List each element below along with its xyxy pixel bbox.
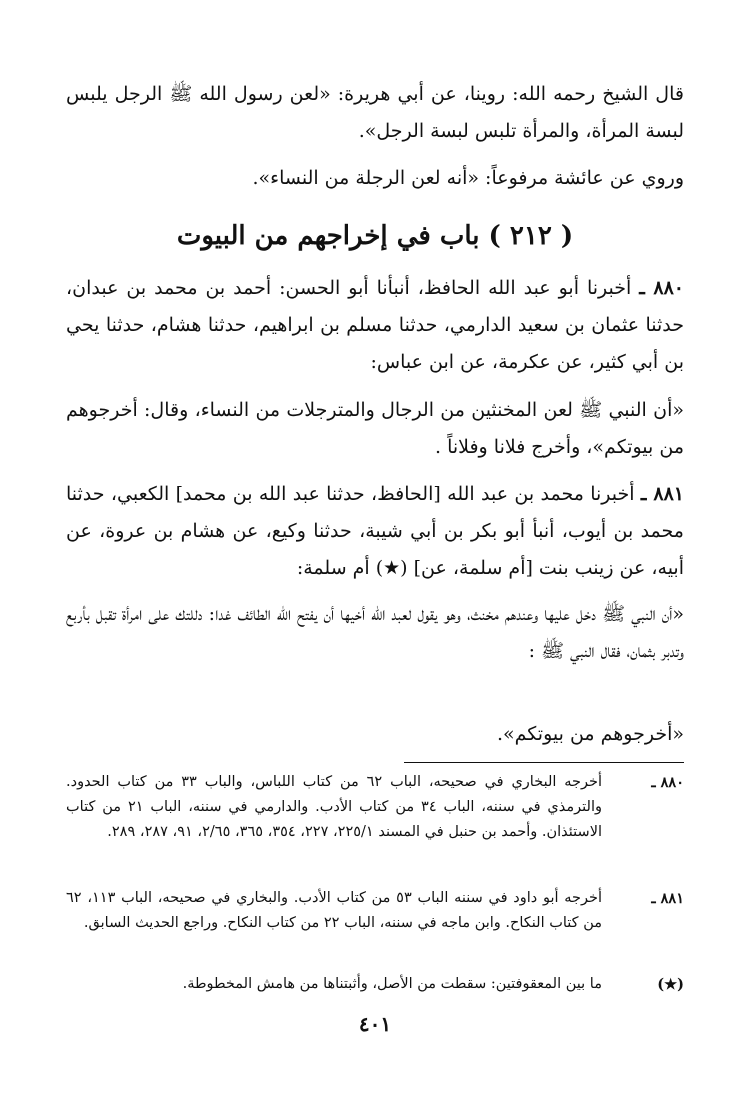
hadith-881-matn-end (66, 716, 684, 753)
footnote-881 (66, 886, 684, 936)
hadith-881-number: ٨٨١ ـ (640, 483, 684, 505)
aisha-text: وروي عن عائشة مرفوعاً: «أنه لعن الرجلة من النساء». (252, 167, 684, 189)
section-title: ( ٢١٢ ) باب في إخراجهم من البيوت (176, 221, 574, 251)
intro-text: قال الشيخ رحمه الله: روينا، عن أبي هريرة: «لعن رسول الله ﷺ الرجل يلبس لبسة المرأة، والمرأة تلبس لبسة الرجل». (66, 83, 684, 142)
footnote-star (66, 972, 684, 997)
hadith-881-matn-text: «أن النبي ﷺ دخل عليها وعندهم مخنث، وهو يقول لعبد الله أخيها أن يفتح الله الطائف غدا: دللتك على امرأة تقبل بأربع وتدبر بثمان، فقال النبي ﷺ : (66, 603, 684, 662)
hadith-880-number: ٨٨٠ ـ (639, 277, 685, 299)
footnote-880-text: أخرجه البخاري في صحيحه، الباب ٦٢ من كتاب اللباس، والباب ٣٣ من كتاب الحدود. والترمذي في سننه، الباب ٣٤ من كتاب الأدب. والدارمي في سننه، الباب ٢١ من كتاب الاستئذان. وأحمد بن حنبل في المسند ٢٢٥/١، ٢٢٧، ٣٥٤، ٣٦٥، ٢/٦٥، ٩١، ٢٨٧، ٢٨٩. (66, 774, 603, 840)
footnote-star-text: ما بين المعقوفتين: سقطت من الأصل، وأثبتناها من هامش المخطوطة. (182, 976, 602, 992)
intro-paragraph (66, 76, 684, 150)
hadith-880-matn (66, 392, 684, 466)
hadith-881-isnad-text: أخبرنا محمد بن عبد الله [الحافظ، حدثنا عبد الله بن محمد] الكعبي، حدثنا محمد بن أيوب، أنبأ أبو بكر بن أبي شيبة، حدثنا وكيع، عن هشام بن عروة، عن أبيه، عن زينب بنت [أم سلمة، عن] (★) أم سلمة: (66, 483, 684, 579)
footnote-880-number: ٨٨٠ ـ (651, 774, 684, 791)
hadith-880-isnad (66, 270, 684, 381)
hadith-881-matn (66, 596, 684, 670)
footnote-star-number: (★) (657, 976, 684, 993)
footnote-881-number: ٨٨١ ـ (651, 890, 684, 907)
page-number: ٤٠١ (358, 1012, 392, 1036)
hadith-880-isnad-text: أخبرنا أبو عبد الله الحافظ، أنبأنا أبو الحسن: أحمد بن محمد بن عبدان، حدثنا عثمان بن سعيد الدارمي، حدثنا مسلم بن ابراهيم، حدثنا هشام، حدثنا يحي بن أبي كثير، عن عكرمة، عن ابن عباس: (66, 277, 684, 373)
hadith-881-isnad (66, 476, 684, 587)
hadith-881-matn-end-text: «أخرجوهم من بيوتكم». (496, 723, 684, 745)
aisha-paragraph (66, 160, 684, 197)
footnote-divider (404, 762, 684, 763)
hadith-880-matn-text: «أن النبي ﷺ لعن المخنثين من الرجال والمترجلات من النساء، وقال: أخرجوهم من بيوتكم»، وأخرج فلانا وفلاناً . (66, 399, 684, 458)
footnote-881-text: أخرجه أبو داود في سننه الباب ٥٣ من كتاب الأدب. والبخاري في صحيحه، الباب ١١٣، ٦٢ من كتاب النكاح. وابن ماجه في سننه، الباب ٢٢ من كتاب النكاح. وراجع الحديث السابق. (66, 890, 602, 931)
footnote-880 (66, 770, 684, 845)
